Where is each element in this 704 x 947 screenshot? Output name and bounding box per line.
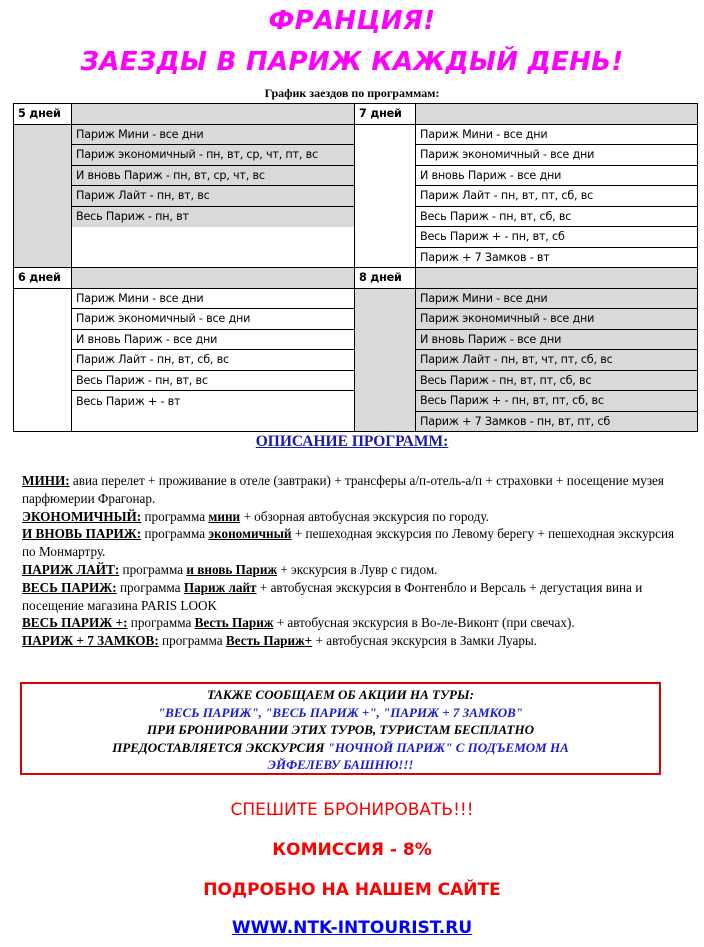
desc-econom-post: + обзорная автобусная экскурсия по городу. (240, 508, 489, 524)
schedule-row (14, 288, 698, 309)
promo-line5: ЭЙФЕЛЕВУ БАШНЮ!!! (267, 757, 414, 772)
duration-side-cell (14, 288, 72, 432)
program-schedule-item: Париж экономичный - пн, вт, ср, чт, пт, вс (72, 145, 355, 166)
desc-all-pre: программа (116, 579, 184, 595)
program-schedule-item: И вновь Париж - пн, вт, ср, чт, вс (72, 165, 355, 186)
desc-again-label: И ВНОВЬ ПАРИЖ: (22, 526, 142, 542)
empty-cell (72, 411, 355, 432)
header-fill (416, 268, 698, 289)
promo-excursion: "НОЧНОЙ ПАРИЖ" С ПОДЪЕМОМ НА (327, 739, 569, 755)
desc-mini (22, 472, 682, 508)
program-schedule-item: Париж Мини - все дни (72, 288, 355, 309)
desc-all (22, 579, 682, 615)
program-schedule-item: Париж Лайт - пн, вт, сб, вс (72, 350, 355, 371)
desc-castles-label: ПАРИЖ + 7 ЗАМКОВ: (22, 633, 159, 649)
duration-side-cell (14, 124, 72, 268)
program-schedule-item: Париж + 7 Замков - пн, вт, пт, сб (416, 411, 698, 432)
desc-all-post: + автобусная экскурсия в Фонтенбло и Версаль + дегустация вина и посещение магазина PARIS LOOK (22, 579, 643, 613)
program-schedule-item: Весь Париж - пн, вт, сб, вс (416, 206, 698, 227)
desc-mini-label: МИНИ: (22, 473, 70, 488)
desc-light-label: ПАРИЖ ЛАЙТ: (22, 561, 120, 577)
program-descriptions (22, 472, 682, 650)
program-schedule-item: Париж Лайт - пн, вт, пт, сб, вс (416, 186, 698, 207)
cta-details: ПОДРОБНО НА НАШЕМ САЙТЕ (203, 880, 501, 900)
desc-all-label: ВЕСЬ ПАРИЖ: (22, 579, 117, 595)
desc-allplus (22, 614, 682, 632)
desc-castles-ref: Весть Париж+ (225, 633, 313, 649)
duration-side-cell (355, 124, 416, 268)
desc-light-pre: программа (119, 561, 187, 577)
desc-econom (22, 508, 682, 526)
desc-econom-label: ЭКОНОМИЧНЫЙ: (22, 508, 142, 524)
page-subtitle: ЗАЕЗДЫ В ПАРИЖ КАЖДЫЙ ДЕНЬ! (80, 47, 624, 77)
duration-label: 8 дней (355, 268, 416, 289)
program-schedule-item: Париж экономичный - все дни (72, 309, 355, 330)
desc-light (22, 561, 682, 579)
duration-label: 6 дней (14, 268, 72, 289)
program-schedule-item: Париж Лайт - пн, вт, вс (72, 186, 355, 207)
site-link[interactable]: WWW.NTK-INTOURIST.RU (231, 918, 473, 938)
desc-again (22, 525, 682, 561)
desc-allplus-post: + автобусная экскурсия в Во-ле-Виконт (при свечах). (273, 615, 575, 631)
header-fill (72, 104, 355, 125)
program-schedule-item: Весь Париж + - вт (76, 394, 181, 408)
program-schedule-item: Париж экономичный - все дни (416, 309, 698, 330)
empty-cell (72, 227, 355, 268)
desc-light-post: + экскурсия в Лувр с гидом. (277, 561, 438, 577)
page-title: ФРАНЦИЯ! (268, 6, 436, 36)
schedule-header-row (14, 104, 698, 125)
schedule-table (13, 103, 698, 432)
duration-label: 5 дней (14, 104, 72, 125)
schedule-header-row (14, 268, 698, 289)
desc-allplus-ref: Весть Париж (194, 615, 274, 631)
promo-line1: ТАКЖЕ СООБЩАЕМ ОБ АКЦИИ НА ТУРЫ: (207, 687, 474, 702)
program-schedule-item: Париж экономичный - все дни (416, 145, 698, 166)
promo-line4-pre: ПРЕДОСТАВЛЯЕТСЯ ЭКСКУРСИЯ (112, 739, 328, 755)
program-schedule-item: Париж Мини - все дни (416, 288, 698, 309)
promo-line3: ПРИ БРОНИРОВАНИИ ЭТИХ ТУРОВ, ТУРИСТАМ БЕСПЛАТНО (147, 722, 534, 737)
program-schedule-item: Париж Мини - все дни (72, 124, 355, 145)
cta-commission: КОМИССИЯ - 8% (272, 840, 432, 860)
program-schedule-item: Париж Лайт - пн, вт, чт, пт, сб, вс (416, 350, 698, 371)
desc-again-post: + пешеходная экскурсия по Левому берегу + пешеходная экскурсия по Монмартру. (22, 526, 675, 560)
desc-mini-text: авиа перелет + проживание в отеле (завтраки) + трансферы а/п-отель-а/п + страховки + посещение музея парфюмерии Фрагонар. (22, 473, 664, 506)
duration-label: 7 дней (355, 104, 416, 125)
program-schedule-item: И вновь Париж - все дни (416, 329, 698, 350)
duration-side-cell (355, 288, 416, 432)
desc-again-pre: программа (141, 526, 209, 542)
desc-allplus-label: ВЕСЬ ПАРИЖ +: (22, 615, 128, 631)
program-schedule-item: Весь Париж + - пн, вт, пт, сб, вс (416, 391, 698, 412)
program-schedule-item: Париж Мини - все дни (416, 124, 698, 145)
desc-light-ref: и вновь Париж (186, 561, 278, 577)
program-schedule-item: Весь Париж - пн, вт (72, 206, 355, 227)
promo-line4 (22, 739, 659, 757)
program-schedule-item: И вновь Париж - все дни (72, 329, 355, 350)
schedule-row (14, 124, 698, 145)
program-schedule-item: Весь Париж + - пн, вт, сб (416, 227, 698, 248)
program-schedule-item: Весь Париж - пн, вт, вс (72, 370, 355, 391)
desc-castles-post: + автобусная экскурсия в Замки Луары. (312, 633, 538, 649)
desc-econom-ref: мини (208, 508, 241, 524)
header-fill (72, 268, 355, 289)
program-schedule-item: И вновь Париж - все дни (416, 165, 698, 186)
desc-castles-pre: программа (158, 633, 226, 649)
promo-tours: "ВЕСЬ ПАРИЖ", "ВЕСЬ ПАРИЖ +", "ПАРИЖ + 7 ЗАМКОВ" (157, 704, 524, 720)
schedule-caption: График заездов по программам: (264, 86, 440, 100)
desc-all-ref: Париж лайт (183, 579, 257, 595)
program-schedule-item: Весь Париж - пн, вт, пт, сб, вс (416, 370, 698, 391)
promo-box (20, 682, 661, 775)
desc-again-ref: экономичный (208, 526, 292, 542)
desc-allplus-pre: программа (127, 615, 195, 631)
header-fill (416, 104, 698, 125)
descriptions-title: ОПИСАНИЕ ПРОГРАММ: (255, 433, 449, 450)
program-schedule-item: Париж + 7 Замков - вт (416, 247, 698, 268)
desc-econom-pre: программа (141, 508, 209, 524)
desc-castles (22, 632, 682, 650)
cta-hurry: СПЕШИТЕ БРОНИРОВАТЬ!!! (230, 800, 474, 820)
